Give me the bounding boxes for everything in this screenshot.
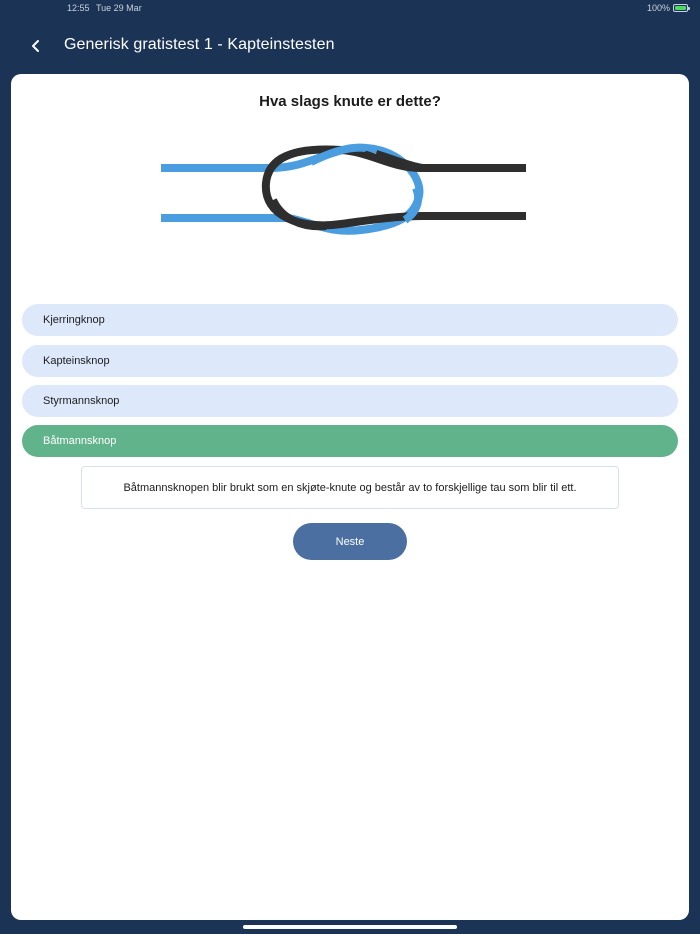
answer-option-4-correct[interactable] <box>22 425 678 457</box>
knot-illustration <box>161 138 531 248</box>
status-bar <box>0 0 700 16</box>
next-button[interactable]: Neste <box>293 523 407 560</box>
answer-option-label: Kjerringknop <box>43 314 105 326</box>
explanation-text: Båtmannsknopen blir brukt som en skjøte-knute og består av to forskjellige tau som blir til ett. <box>123 481 577 494</box>
status-date: Tue 29 Mar <box>96 3 142 13</box>
answer-explanation <box>81 466 619 509</box>
quiz-card <box>11 74 689 920</box>
answer-option-label: Kapteinsknop <box>43 355 110 367</box>
answer-option-2[interactable] <box>22 345 678 377</box>
battery-percent: 100% <box>646 3 670 13</box>
answer-option-label: Båtmannsknop <box>43 435 117 447</box>
chevron-left-icon <box>30 39 42 53</box>
answer-option-3[interactable] <box>22 385 678 417</box>
battery-icon <box>673 4 688 12</box>
back-button[interactable] <box>24 34 48 58</box>
nav-bar <box>0 28 700 64</box>
status-right <box>647 3 688 13</box>
status-time: 12:55 <box>67 3 90 13</box>
answer-option-1[interactable] <box>22 304 678 336</box>
page-title: Generisk gratistest 1 - Kapteinstesten <box>64 36 335 53</box>
answer-option-label: Styrmannsknop <box>43 395 120 407</box>
question-text: Hva slags knute er dette? <box>259 93 441 110</box>
home-indicator[interactable] <box>243 925 457 929</box>
